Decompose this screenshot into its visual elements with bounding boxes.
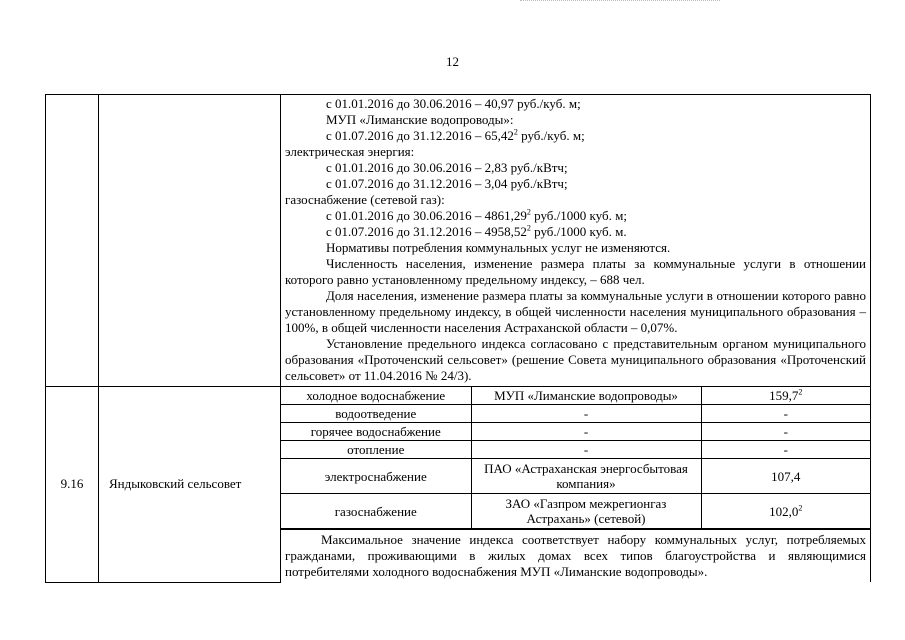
service-index: -: [701, 441, 870, 459]
municipality-name: Яндыковский сельсовет: [99, 387, 281, 583]
tariff-line: [285, 224, 866, 240]
tariff-table: [45, 94, 871, 583]
service-provider: -: [471, 441, 701, 459]
tariff-line-text: с 01.07.2016 до 31.12.2016 – 65,42: [326, 128, 514, 143]
service-name: водоотведение: [281, 405, 471, 423]
tariff-line-text: с 01.01.2016 до 30.06.2016 – 2,83 руб./кВтч;: [326, 160, 568, 175]
service-row: [281, 387, 870, 405]
row-number: 9.16: [46, 387, 99, 583]
service-index: 107,4: [701, 459, 870, 494]
service-row: [281, 441, 870, 459]
service-index: -: [701, 423, 870, 441]
service-row: [281, 459, 870, 494]
scan-artifact: [520, 0, 720, 4]
service-name: газоснабжение: [281, 494, 471, 529]
tariff-line-unit: руб./1000 куб. м;: [530, 208, 627, 223]
service-index: 159,7$^2$: [701, 387, 870, 405]
paragraph-population: Численность населения, изменение размера платы за коммунальные услуги в отношении которого равно установленному предельному индексу, – 688 чел.: [285, 256, 866, 287]
services-table: [281, 387, 870, 529]
tariff-details-cell: [281, 95, 871, 387]
tariff-line-unit: руб./1000 куб. м.: [530, 224, 627, 239]
name-cell-empty: [99, 95, 281, 387]
tariff-line-text: с 01.07.2016 до 31.12.2016 – 4958,52: [326, 224, 527, 239]
tariff-line: [285, 192, 866, 208]
tariff-line: [285, 240, 866, 256]
table-row-continuation: [46, 95, 871, 387]
note-text: Максимальное значение индекса соответствует набору коммунальных услуг, потребляемых гражданами, проживающими в жилых домах всех типов благоустройства и являющимися потребителями холодного водоснабжения МУП «Лиманские водопроводы».: [285, 532, 866, 579]
footnote-mark: 2: [798, 387, 803, 397]
tariff-line-text: газоснабжение (сетевой газ):: [285, 192, 445, 207]
footnote-mark: 2: [513, 127, 518, 137]
service-provider: -: [471, 423, 701, 441]
tariff-line: [285, 96, 866, 112]
tariff-line: [285, 160, 866, 176]
service-name: горячее водоснабжение: [281, 423, 471, 441]
paragraph-population-share: Доля населения, изменение размера платы за коммунальные услуги в отношении которого равно установленному предельному индексу, в общей численности населения муниципального образования – 100%, в общей численности населения Астраханской области – 0,07%.: [285, 288, 866, 335]
footnote-mark: 2: [526, 207, 531, 217]
footnote-mark: 2: [526, 223, 531, 233]
tariff-line-text: МУП «Лиманские водопроводы»:: [326, 112, 514, 127]
service-row: [281, 494, 870, 529]
tariff-line-text: Нормативы потребления коммунальных услуг не изменяются.: [326, 240, 671, 255]
service-provider: ЗАО «Газпром межрегионгаз Астрахань» (сетевой): [471, 494, 701, 529]
tariff-line: [285, 128, 866, 144]
tariff-line: [285, 176, 866, 192]
number-cell-empty: [46, 95, 99, 387]
service-row: [281, 405, 870, 423]
service-name: электроснабжение: [281, 459, 471, 494]
service-index: -: [701, 405, 870, 423]
tariff-line-text: с 01.07.2016 до 31.12.2016 – 3,04 руб./кВтч;: [326, 176, 568, 191]
service-name: отопление: [281, 441, 471, 459]
services-cell: [281, 387, 871, 530]
tariff-line-text: с 01.01.2016 до 30.06.2016 – 4861,29: [326, 208, 527, 223]
table-row-9-16: [46, 387, 871, 530]
tariff-line: [285, 112, 866, 128]
tariff-line-text: с 01.01.2016 до 30.06.2016 – 40,97 руб./куб. м;: [326, 96, 581, 111]
service-row: [281, 423, 870, 441]
tariff-line: [285, 144, 866, 160]
note-cell: [281, 530, 871, 583]
service-name: холодное водоснабжение: [281, 387, 471, 405]
service-provider: -: [471, 405, 701, 423]
page-number: 12: [446, 54, 459, 69]
service-provider: ПАО «Астраханская энергосбытовая компания»: [471, 459, 701, 494]
paragraph-agreement: Установление предельного индекса согласовано с представительным органом муниципального образования «Проточенский сельсовет» (решение Совета муниципального образования «Проточенский сельсовет» от 11.04.2016 № 24/3).: [285, 336, 866, 383]
tariff-lines: [285, 96, 866, 256]
service-provider: МУП «Лиманские водопроводы»: [471, 387, 701, 405]
tariff-line-unit: руб./куб. м;: [517, 128, 585, 143]
tariff-line-text: электрическая энергия:: [285, 144, 415, 159]
footnote-mark: 2: [798, 503, 803, 513]
tariff-line: [285, 208, 866, 224]
service-index: 102,0$^2$: [701, 494, 870, 529]
